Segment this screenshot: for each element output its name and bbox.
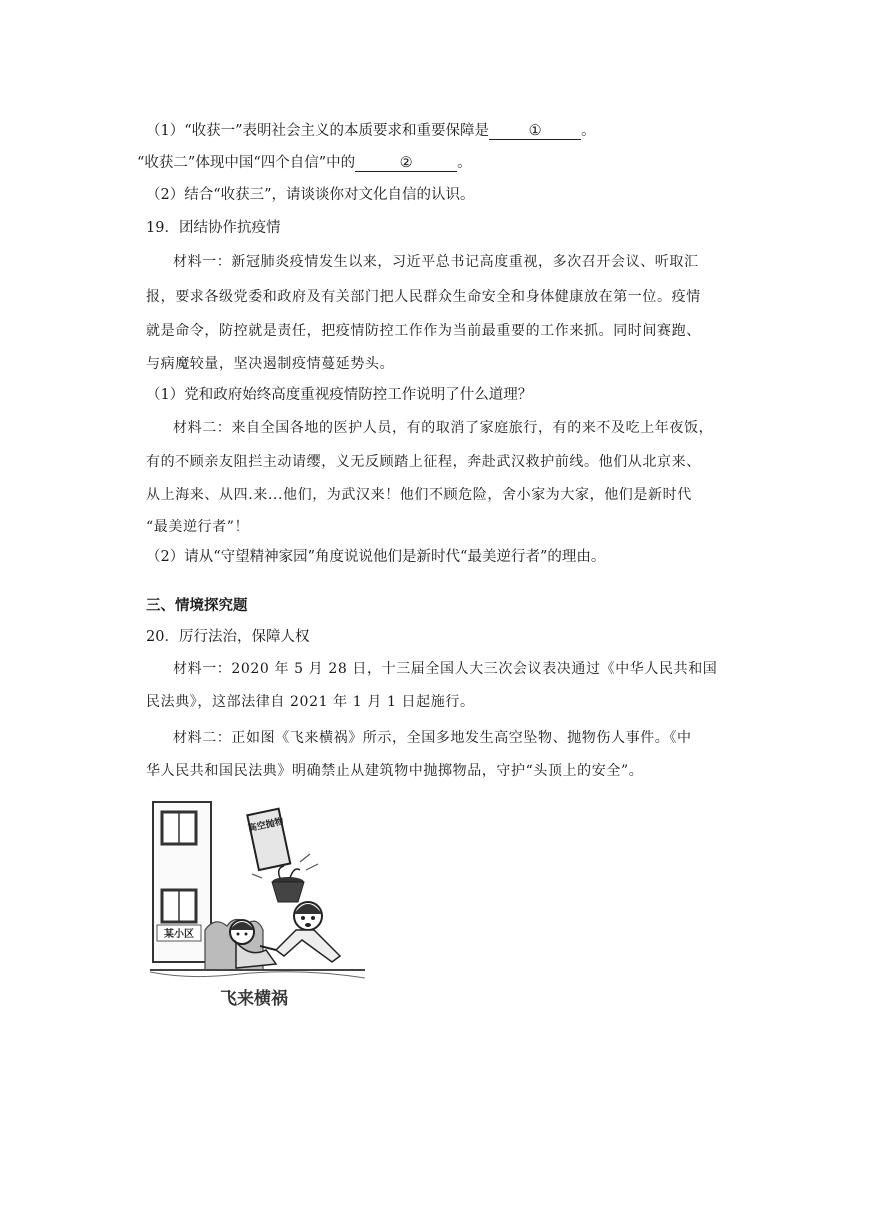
blank-1[interactable]: [489, 121, 581, 140]
q20-material2-line2: 华人民共和国民法典》明确禁止从建筑物中抛掷物品，守护“头顶上的安全”。: [146, 763, 644, 779]
q19-material2-line4: “最美逆行者”！: [146, 519, 250, 535]
ground-shade: [150, 972, 365, 978]
q19-material2-line3: 从上海来、从四.来...他们，为武汉来！他们不顾危险，舍小家为大家，他们是新时代: [146, 487, 692, 503]
q19-material1-line3: 就是命令，防控就是责任，把疫情防控工作作为当前最重要的工作来抓。同时间赛跑、: [146, 323, 701, 339]
q20-material1-line2: 民法典》，这部法律自 2021 年 1 月 1 日起施行。: [146, 694, 475, 710]
falling-pot: [272, 866, 304, 902]
person-right: [260, 902, 340, 962]
cartoon-illustration: [150, 800, 372, 1012]
section-heading: 三、情境探究题: [146, 598, 248, 614]
q19-question1: （1）党和政府始终高度重视疫情防控工作说明了什么道理？: [146, 387, 533, 403]
cartoon-drawing: [150, 800, 372, 1012]
q19-material2-line2: 有的不顾亲友阻拦主动请缨，义无反顾踏上征程，奔赴武汉救护前线。他们从北京来、: [146, 454, 701, 470]
q19-material1-line1: 材料一：新冠肺炎疫情发生以来，习近平总书记高度重视，多次召开会议、听取汇: [173, 254, 699, 270]
q18-line2-text: “收获二”体现中国“四个自信”中的: [137, 155, 356, 171]
q19-material1-line4: 与病魔较量，坚决遏制疫情蔓延势头。: [146, 356, 395, 372]
falling-sign: [245, 808, 292, 870]
q18-line2: [137, 153, 472, 173]
q18-part1: [146, 121, 596, 141]
q19-material1-line2: 报，要求各级党委和政府及有关部门把人民群众生命安全和身体健康放在第一位。疫情: [146, 289, 701, 305]
q18-part1-end: 。: [581, 123, 596, 139]
q19-question2: （2）请从“守望精神家园”角度说说他们是新时代“最美逆行者”的理由。: [146, 549, 606, 565]
blank-2[interactable]: [355, 153, 457, 172]
q20-material1-line1: 材料一：2020 年 5 月 28 日，十三届全国人大三次会议表决通过《中华人民共和国: [173, 661, 718, 677]
blank-1-marker: ①: [528, 123, 542, 139]
q20-title: 20．厉行法治，保障人权: [146, 629, 310, 645]
building-label: 某小区: [164, 929, 194, 940]
q19-material2-line1: 材料二：来自全国各地的医护人员，有的取消了家庭旅行，有的来不及吃上年夜饭，: [173, 420, 714, 436]
cartoon-caption: 飞来横祸: [220, 989, 288, 1009]
blank-2-marker: ②: [399, 155, 413, 171]
q18-part1-text: （1）“收获一”表明社会主义的本质要求和重要保障是: [146, 123, 490, 139]
q18-line2-end: 。: [457, 155, 472, 171]
sign-text: 高空抛物: [247, 817, 285, 835]
q18-part2: （2）结合“收获三”，请谈谈你对文化自信的认识。: [146, 187, 475, 203]
q20-material2-line1: 材料二：正如图《飞来横祸》所示，全国多地发生高空坠物、抛物伤人事件。《中: [173, 730, 692, 746]
q19-title: 19．团结协作抗疫情: [146, 220, 281, 236]
